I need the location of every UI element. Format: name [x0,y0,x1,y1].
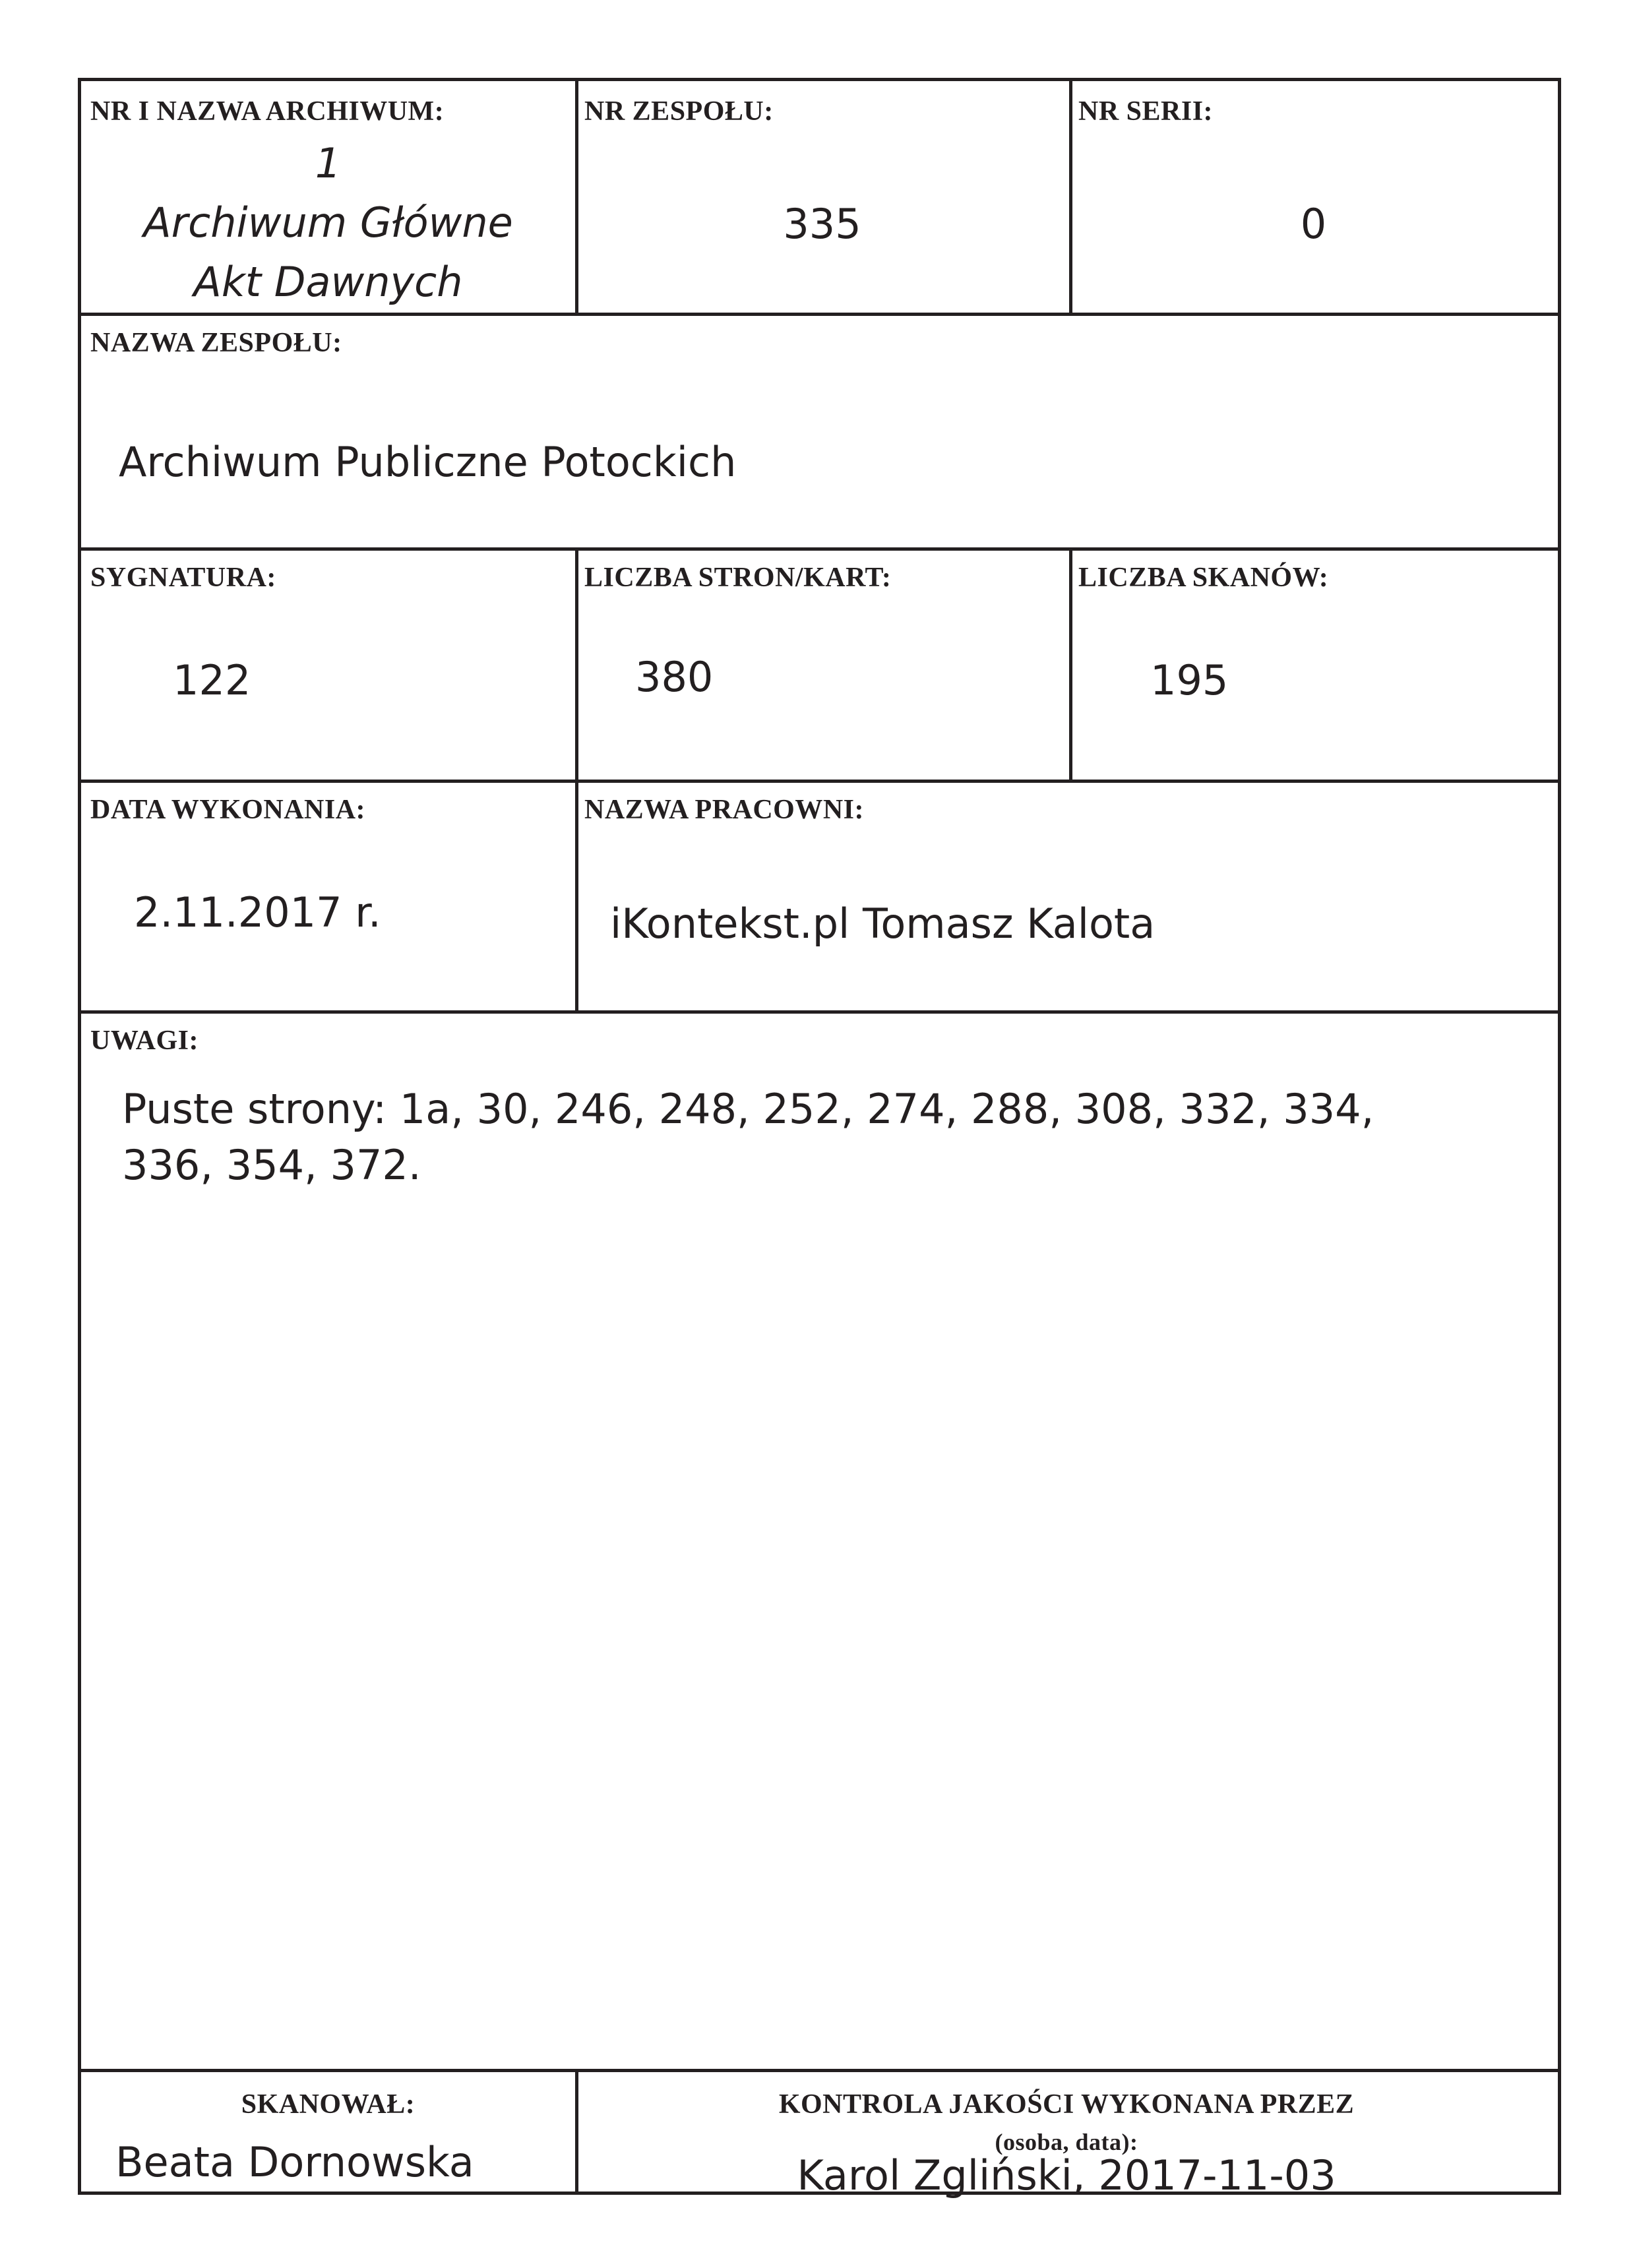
archive-name-line1: Archiwum Główne [143,199,513,247]
scanned-by-label: SKANOWAŁ: [241,2089,416,2120]
remarks-line1: Puste strony: 1a, 30, 246, 248, 252, 274, 288, 308, 332, 334, [122,1085,1374,1133]
archive-metadata-form [78,78,1561,2199]
quality-control-label-line2: (osoba, data): [995,2129,1138,2155]
scan-count-value: 195 [1150,656,1229,704]
archive-label: NR I NAZWA ARCHIWUM: [90,96,445,127]
page-count-cell [575,547,1072,783]
workshop-value: iKontekst.pl Tomasz Kalota [610,900,1156,948]
signature-cell [81,547,578,783]
execution-date-value: 2.11.2017 r. [134,888,381,936]
execution-date-label: DATA WYKONANIA: [90,795,366,825]
series-number-value: 0 [1300,200,1327,248]
series-number-label: NR SERII: [1078,96,1214,127]
page-count-label: LICZBA STRON/KART: [584,563,892,593]
fonds-number-value: 335 [783,200,861,248]
fonds-name-label: NAZWA ZESPOŁU: [90,328,342,358]
workshop-label: NAZWA PRACOWNI: [584,795,865,825]
page-count-value: 380 [635,653,714,701]
execution-date-cell [81,780,578,1014]
quality-control-label-line1: KONTROLA JAKOŚCI WYKONANA PRZEZ [778,2089,1355,2120]
remarks-label: UWAGI: [90,1026,199,1056]
archive-name-line2: Akt Dawnych [193,258,463,306]
remarks-line2: 336, 354, 372. [122,1141,421,1189]
fonds-number-cell [575,81,1072,316]
archive-cell [81,81,578,316]
scan-count-label: LICZBA SKANÓW: [1078,563,1329,593]
remarks-cell [81,1010,1558,2072]
signature-value: 122 [173,656,251,704]
fonds-name-value: Archiwum Publiczne Potockich [119,438,737,486]
fonds-name-cell [81,313,1558,551]
scanned-by-cell [81,2069,578,2191]
quality-control-value: Karol Zgliński, 2017-11-03 [797,2151,1336,2199]
signature-label: SYGNATURA: [90,563,276,593]
series-number-cell [1069,81,1558,316]
workshop-cell [575,780,1558,1014]
quality-control-cell [575,2069,1558,2199]
scan-count-cell [1069,547,1558,783]
fonds-number-label: NR ZESPOŁU: [584,96,774,127]
archive-number: 1 [315,139,342,187]
scanned-by-value: Beata Dornowska [115,2138,474,2186]
